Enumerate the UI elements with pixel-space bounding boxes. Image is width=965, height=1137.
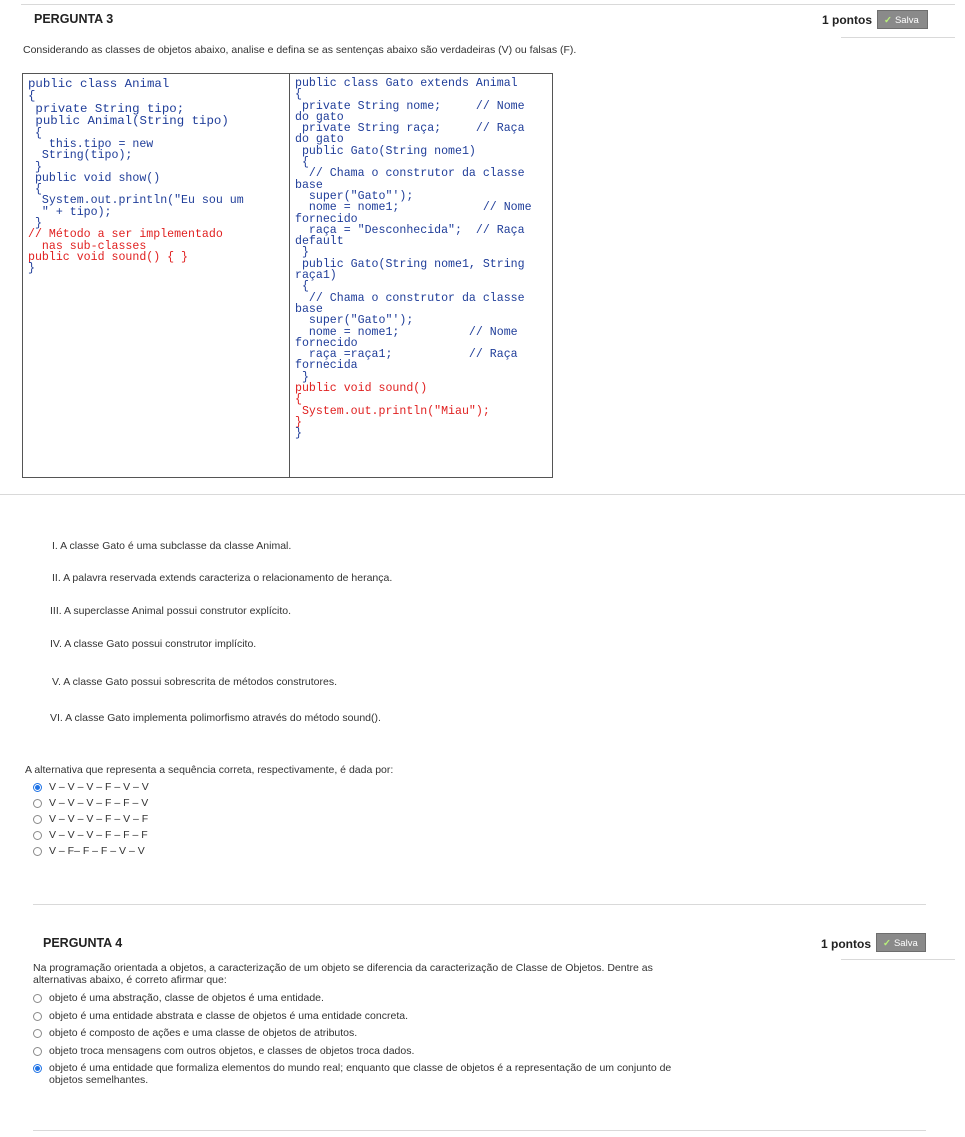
answer-option-label-line: objetos semelhantes.	[49, 1074, 149, 1086]
answer-option-label: V – V – V – F – F – V	[49, 797, 149, 809]
question-3-header-divider	[841, 37, 955, 38]
animal-class-code	[23, 74, 290, 477]
code-line: fornecido	[295, 336, 358, 350]
question-3-saved-badge	[877, 10, 928, 29]
question-4-text-line2: alternativas abaixo, é correto afirmar que:	[33, 974, 227, 986]
radio-unselected-icon[interactable]	[33, 831, 42, 840]
code-line: System.out.println("Eu sou um	[28, 194, 244, 208]
answer-option[interactable]	[33, 1027, 357, 1041]
answer-option[interactable]	[33, 780, 149, 794]
question-3-title: PERGUNTA 3	[34, 12, 114, 26]
code-line: }	[28, 217, 42, 230]
code-line: do gato	[295, 110, 344, 124]
code-line: public Gato(String nome1)	[295, 144, 476, 158]
code-line: do gato	[295, 133, 344, 147]
code-line: private String nome; // Nome	[295, 99, 525, 113]
code-line: base	[295, 302, 323, 316]
radio-unselected-icon[interactable]	[33, 1012, 42, 1021]
statement-item: II. A palavra reservada extends caracteriza o relacionamento de herança.	[52, 572, 393, 584]
check-icon: ✓	[884, 15, 892, 26]
code-line: this.tipo = new	[28, 137, 154, 151]
code-line: fornecido	[295, 212, 358, 226]
answer-option-label-line: objeto é uma entidade que formaliza elementos do mundo real; enquanto que classe de objetos é a representação de um conjunto de	[49, 1062, 672, 1074]
answer-option[interactable]	[33, 796, 148, 810]
answer-option-label-line: objeto é composto de ações e uma classe de objetos de atributos.	[49, 1027, 358, 1039]
code-line: {	[295, 156, 309, 170]
code-line: {	[28, 183, 42, 197]
code-line: {	[295, 280, 309, 294]
radio-unselected-icon[interactable]	[33, 799, 42, 808]
question-4-saved-badge	[876, 933, 926, 952]
code-line: default	[295, 235, 344, 249]
code-line: super("Gato"');	[295, 314, 414, 328]
statement-item: III. A superclasse Animal possui construtor explícito.	[50, 605, 292, 617]
code-line: }	[28, 160, 42, 174]
code-line: }	[28, 262, 35, 276]
code-line: }	[295, 415, 302, 429]
statement-item: IV. A classe Gato possui construtor implícito.	[50, 638, 257, 650]
radio-unselected-icon[interactable]	[33, 847, 42, 856]
code-line: }	[295, 427, 302, 441]
code-line: private String raça; // Raça	[295, 122, 525, 136]
code-line: super("Gato"');	[295, 189, 414, 203]
question-3-prompt: A alternativa que representa a sequência correta, respectivamente, é dada por:	[25, 764, 394, 776]
radio-unselected-icon[interactable]	[33, 815, 42, 824]
statement-item: V. A classe Gato possui sobrescrita de métodos construtores.	[52, 676, 338, 688]
code-line: }	[295, 370, 309, 384]
radio-unselected-icon[interactable]	[33, 1029, 42, 1038]
top-divider	[21, 4, 955, 5]
code-table	[22, 73, 553, 478]
code-line: raça =raça1; // Raça	[295, 348, 518, 362]
code-line: {	[295, 393, 302, 407]
question-4-header-divider	[841, 959, 955, 960]
code-line: // Chama o construtor da classe	[295, 291, 525, 305]
answer-option-label-line: objeto é uma abstração, classe de objetos é uma entidade.	[49, 992, 324, 1004]
check-icon: ✓	[883, 938, 891, 949]
radio-unselected-icon[interactable]	[33, 994, 42, 1003]
code-line: public void sound()	[295, 382, 428, 396]
question-4-bottom-divider	[33, 1130, 926, 1131]
radio-unselected-icon[interactable]	[33, 1047, 42, 1056]
code-line: {	[28, 89, 36, 104]
answer-option[interactable]	[33, 1062, 672, 1086]
code-line: " + tipo);	[28, 205, 112, 219]
code-line: raça = "Desconhecida"; // Raça	[295, 223, 525, 237]
answer-option[interactable]	[33, 828, 148, 842]
code-line: nome = nome1; // Nome	[295, 325, 518, 339]
code-line: public Gato(String nome1, String	[295, 257, 525, 271]
code-line: {	[28, 126, 42, 140]
answer-option-label-line: objeto troca mensagens com outros objetos, e classes de objetos troca dados.	[49, 1044, 415, 1057]
question-3-points: 1 pontos	[822, 13, 872, 27]
code-line: base	[295, 178, 323, 192]
question-3-bottom-divider	[33, 904, 926, 905]
answer-option[interactable]	[33, 812, 148, 826]
code-line: public void sound() { }	[28, 250, 189, 264]
code-line: public Animal(String tipo)	[28, 114, 229, 129]
code-line: public class Animal	[28, 77, 170, 91]
answer-option-label	[49, 1062, 671, 1086]
answer-option-label	[49, 992, 324, 1004]
answer-option-label	[49, 1027, 357, 1039]
answer-option-label: V – V – V – F – V – V	[49, 781, 149, 793]
radio-selected-icon[interactable]	[33, 1064, 42, 1073]
answer-option[interactable]	[33, 844, 145, 858]
code-line: nome = nome1; // Nome	[295, 201, 532, 215]
saved-status-label: Salva	[893, 938, 918, 949]
answer-option-label	[49, 1045, 414, 1057]
code-line: nas sub-classes	[28, 239, 147, 253]
code-line: public class Gato extends Animal	[295, 77, 518, 90]
gato-class-code	[290, 74, 552, 477]
question-4-points: 1 pontos	[821, 937, 871, 951]
answer-option[interactable]	[33, 1010, 408, 1024]
radio-selected-icon[interactable]	[33, 783, 42, 792]
statement-item: I. A classe Gato é uma subclasse da classe Animal.	[52, 540, 292, 552]
question-3-instruction: Considerando as classes de objetos abaixo, analise e defina se as sentenças abaixo são verdadeiras (V) ou falsas (F).	[23, 44, 577, 56]
code-section-divider	[0, 494, 965, 495]
answer-option-label-line: objeto é uma entidade abstrata e classe de objetos é uma entidade concreta.	[49, 1009, 408, 1022]
code-line: {	[295, 88, 302, 102]
code-line: raça1)	[295, 269, 337, 283]
code-line: // Chama o construtor da classe	[295, 167, 525, 181]
question-4-title: PERGUNTA 4	[43, 936, 123, 950]
code-line: // Método a ser implementado	[28, 228, 223, 242]
code-line: String(tipo);	[28, 149, 133, 163]
code-line: }	[295, 246, 309, 260]
answer-option-label	[49, 1010, 408, 1022]
code-line: public void show()	[28, 171, 161, 185]
code-line: private String tipo;	[28, 101, 185, 116]
answer-option[interactable]	[33, 1045, 414, 1059]
saved-status-label: Salva	[894, 15, 919, 26]
answer-option-label: V – V – V – F – F – F	[49, 829, 148, 841]
code-line: System.out.println("Miau");	[295, 404, 490, 418]
question-4-text-line1: Na programação orientada a objetos, a caracterização de um objeto se diferencia da caracterização de Classe de Objetos. Dentre as	[33, 962, 653, 974]
statement-item: VI. A classe Gato implementa polimorfismo através do método sound().	[50, 712, 381, 724]
answer-option-label: V – F– F – F – V – V	[49, 845, 145, 857]
answer-option-label: V – V – V – F – V – F	[49, 813, 149, 825]
code-line: fornecida	[295, 359, 358, 373]
answer-option[interactable]	[33, 992, 324, 1006]
